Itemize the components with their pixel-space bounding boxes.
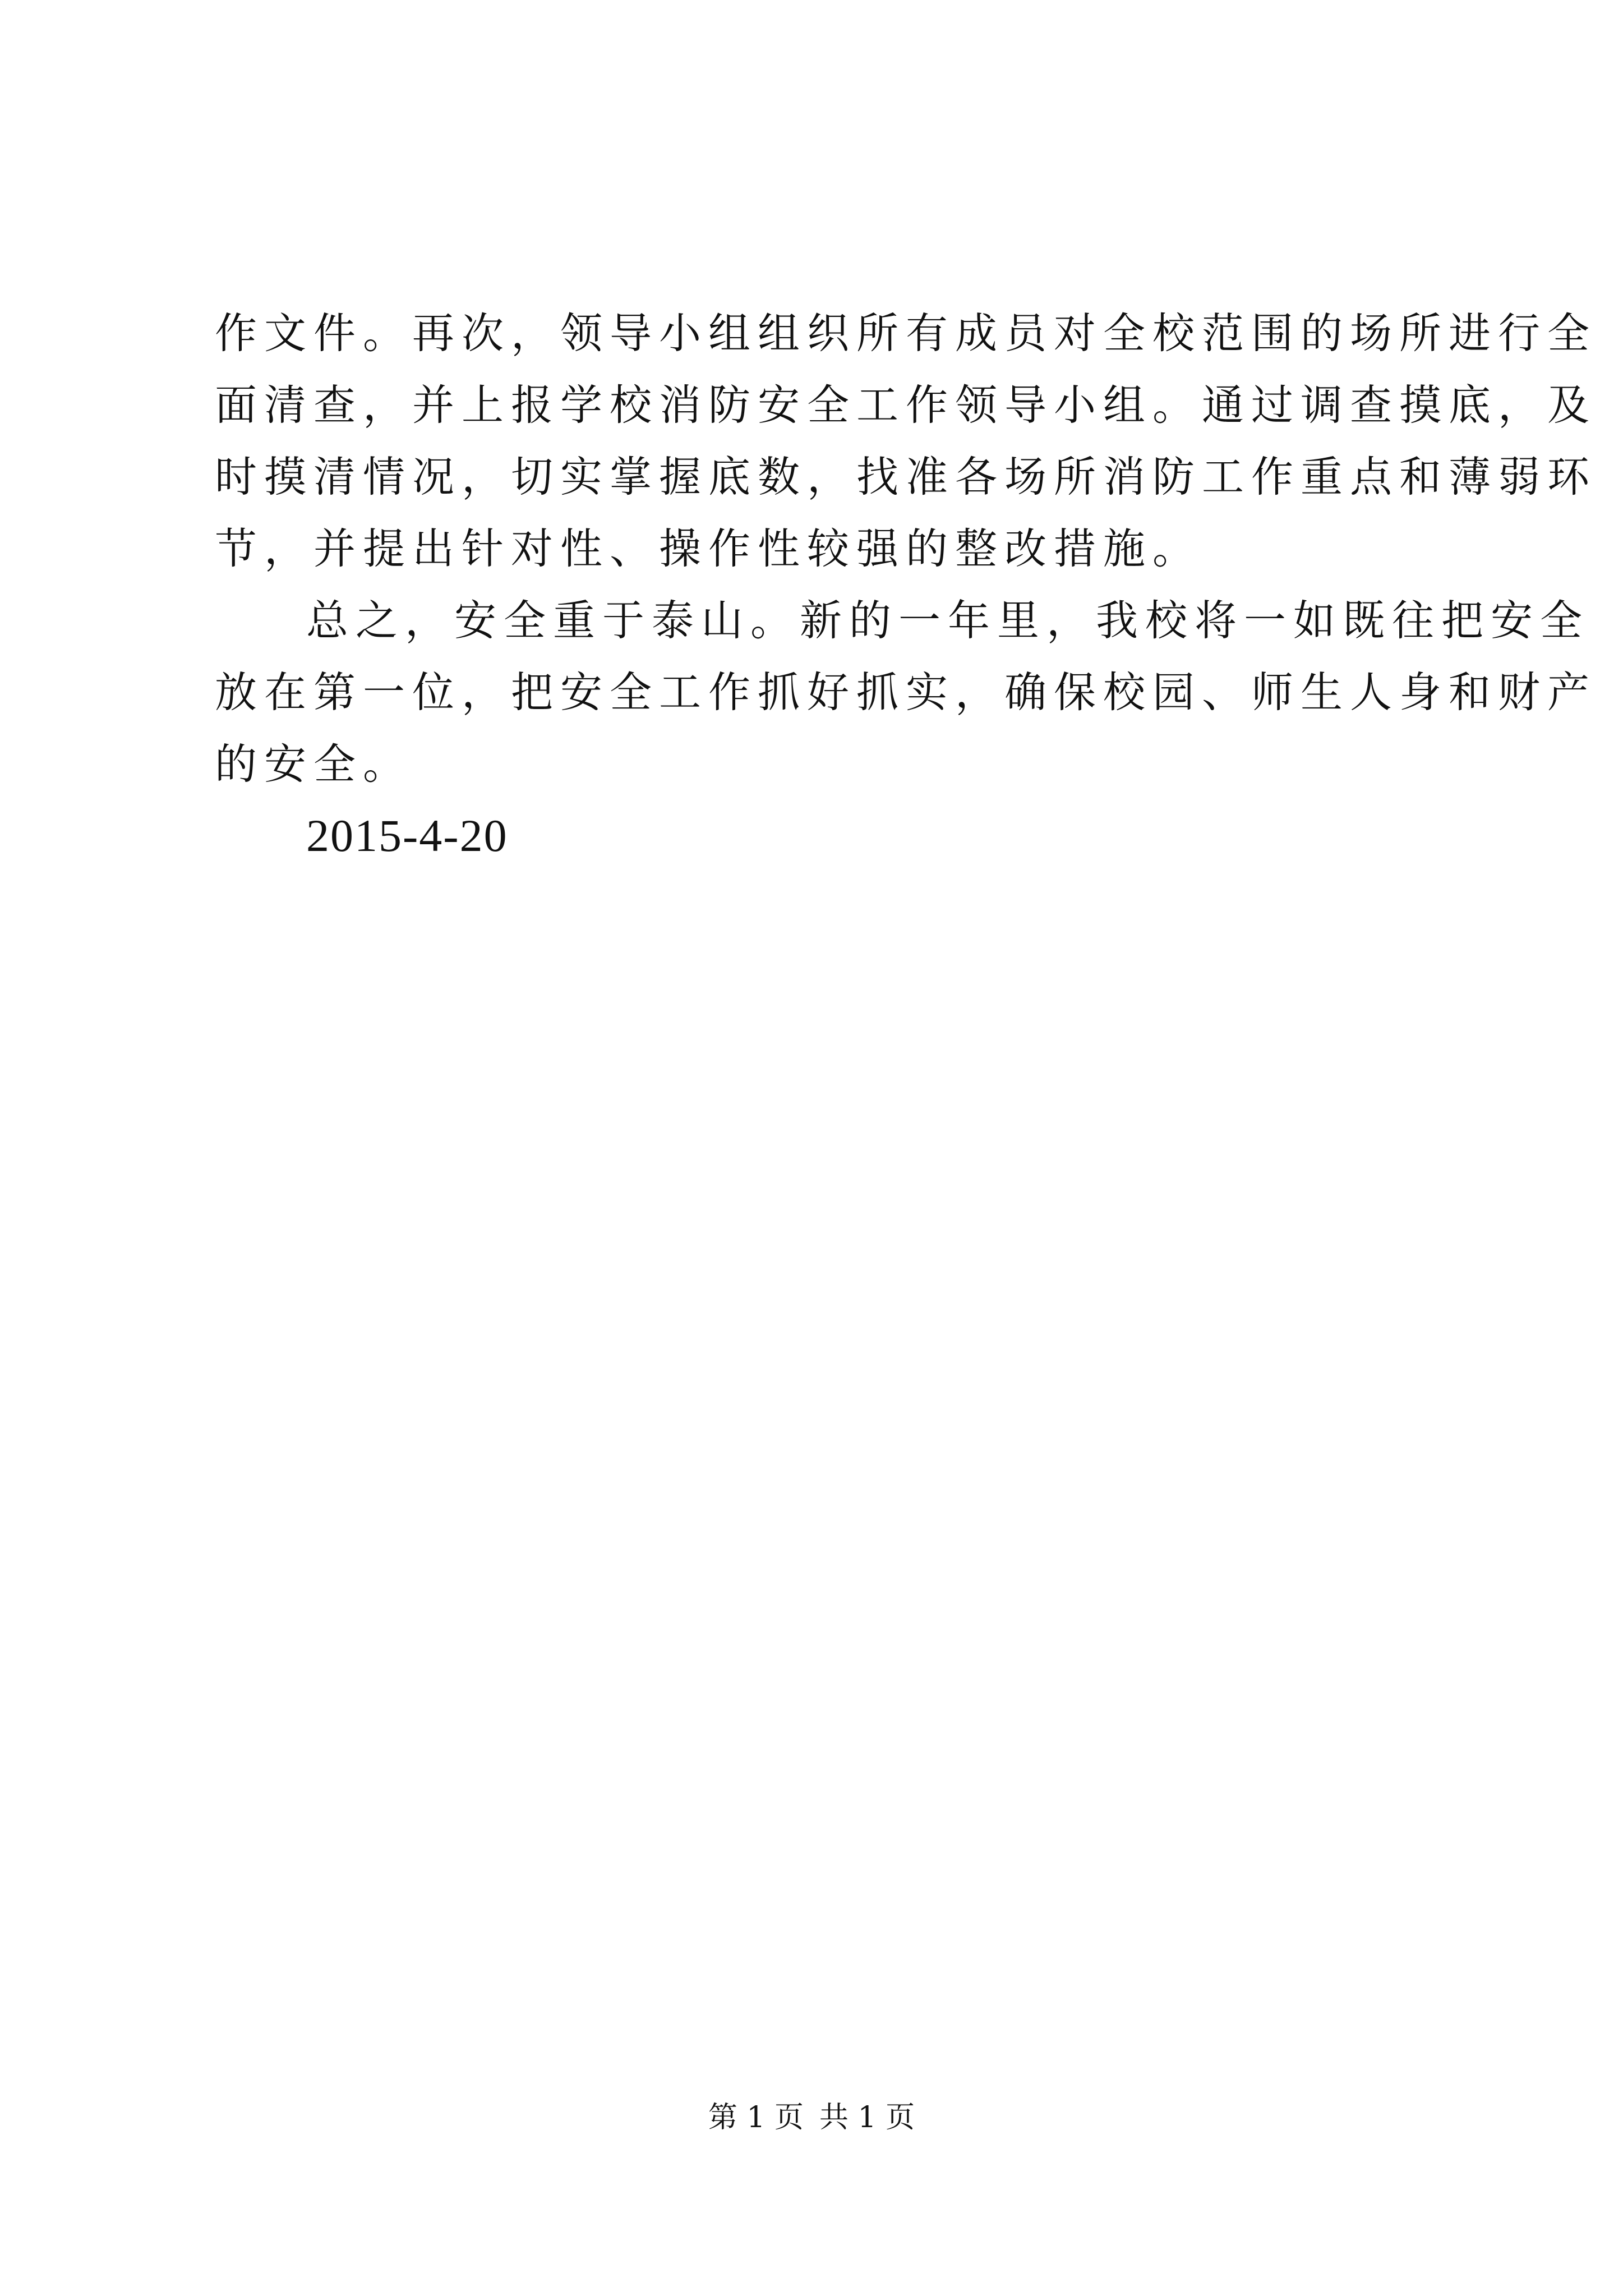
document-date: 2015-4-20 (306, 810, 508, 861)
paragraph-1-line-3: 时摸清情况，切实掌握底数，找准各场所消防工作重点和薄弱环 (215, 452, 1597, 501)
paragraph-1-line-4: 节，并提出针对性、操作性较强的整改措施。 (215, 524, 1202, 573)
page-number-current: 第 1 页 (708, 2101, 804, 2134)
paragraph-2-line-2: 放在第一位，把安全工作抓好抓实，确保校园、师生人身和财产 (215, 668, 1597, 717)
paragraph-1-line-2: 面清查，并上报学校消防安全工作领导小组。通过调查摸底，及 (215, 380, 1597, 430)
page-number-total: 共 1 页 (819, 2101, 915, 2134)
page-footer (0, 2098, 1623, 2137)
paragraph-1-line-1: 作文件。再次，领导小组组织所有成员对全校范围的场所进行全 (215, 309, 1597, 358)
paragraph-2-line-1: 总之，安全重于泰山。新的一年里，我校将一如既往把安全 (306, 596, 1590, 645)
document-body (215, 297, 1597, 872)
paragraph-2-line-3: 的安全。 (215, 739, 413, 789)
